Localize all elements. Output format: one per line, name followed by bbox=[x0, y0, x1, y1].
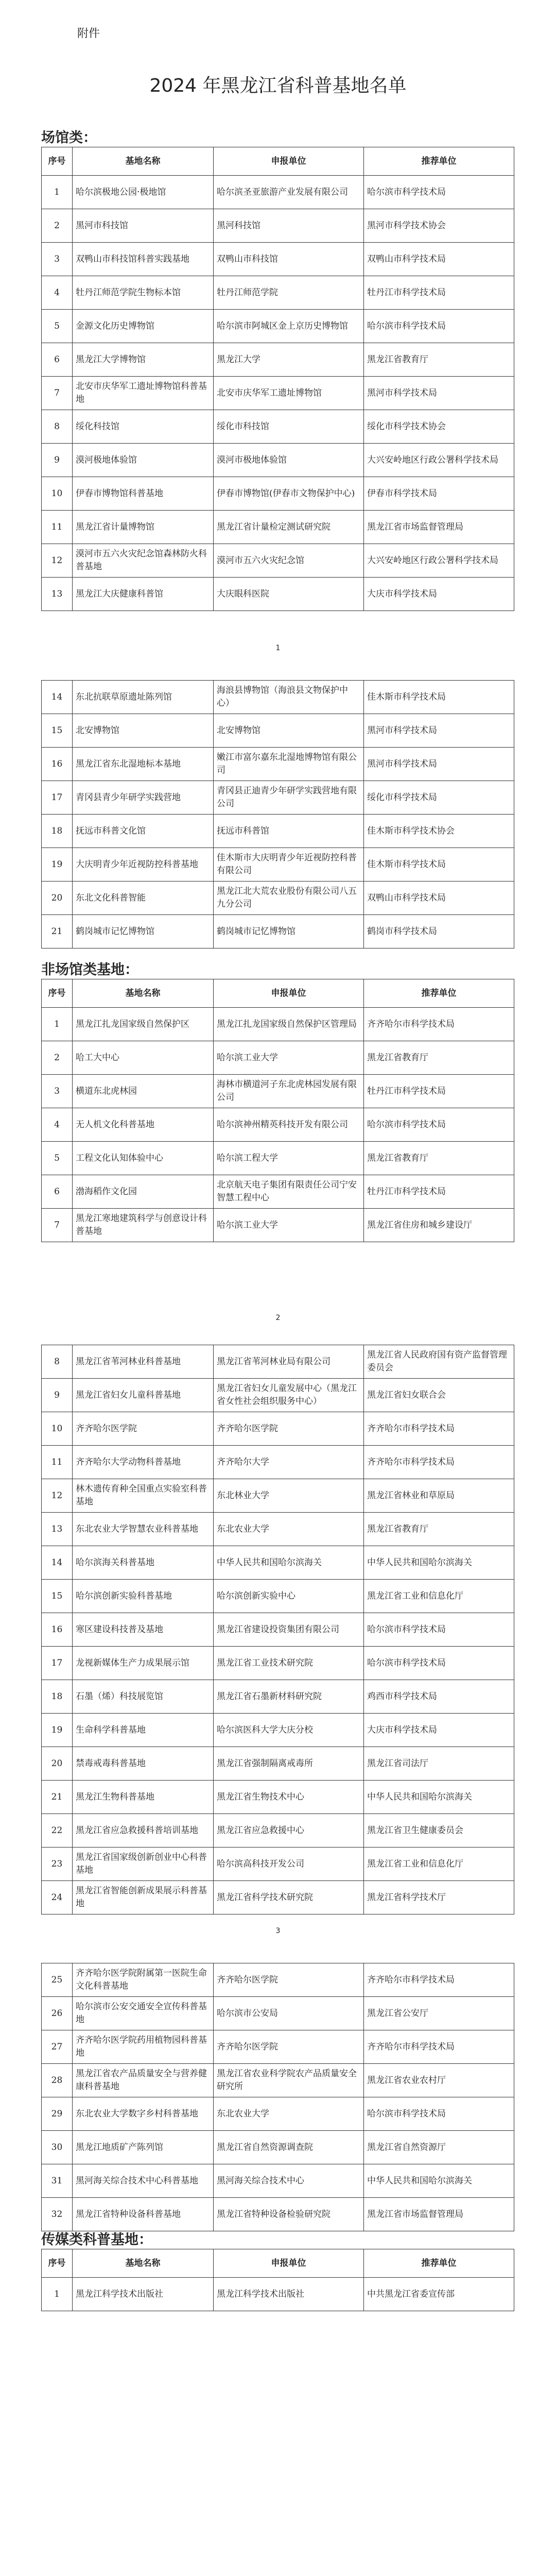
base-name-cell: 黑龙江扎龙国家级自然保护区 bbox=[73, 1008, 214, 1041]
seq-cell: 13 bbox=[42, 578, 73, 611]
base-name-cell: 哈尔滨海关科普基地 bbox=[73, 1546, 214, 1580]
applicant-cell: 齐齐哈尔医学院 bbox=[214, 1412, 364, 1446]
table-row bbox=[42, 1041, 514, 1075]
table-row bbox=[42, 343, 514, 377]
seq-cell: 7 bbox=[42, 1209, 73, 1242]
base-name-cell: 黑龙江科学技术出版社 bbox=[73, 2278, 214, 2311]
seq-cell: 1 bbox=[42, 176, 73, 209]
seq-cell: 24 bbox=[42, 1881, 73, 1914]
recommender-cell: 中共黑龙江省委宣传部 bbox=[364, 2278, 514, 2311]
recommender-cell: 黑龙江省工业和信息化厅 bbox=[364, 1848, 514, 1881]
base-name-cell: 哈尔滨创新实验科普基地 bbox=[73, 1580, 214, 1613]
applicant-cell: 哈尔滨高科技开发公司 bbox=[214, 1848, 364, 1881]
table-row bbox=[42, 1613, 514, 1647]
base-name-cell: 黑龙江省苇河林业科普基地 bbox=[73, 1345, 214, 1379]
applicant-cell: 齐齐哈尔大学 bbox=[214, 1446, 364, 1479]
seq-cell: 32 bbox=[42, 2198, 73, 2231]
column-header: 基地名称 bbox=[73, 2249, 214, 2278]
table-header-row bbox=[42, 979, 514, 1008]
recommender-cell: 黑龙江省市场监督管理局 bbox=[364, 511, 514, 544]
recommender-cell: 黑龙江省自然资源厅 bbox=[364, 2131, 514, 2164]
applicant-cell: 伊春市博物馆(伊春市文物保护中心) bbox=[214, 477, 364, 511]
table-row bbox=[42, 1546, 514, 1580]
base-name-cell: 林木遗传育种全国重点实验室科普基地 bbox=[73, 1479, 214, 1513]
applicant-cell: 北安博物馆 bbox=[214, 714, 364, 748]
table-row bbox=[42, 1580, 514, 1613]
base-name-cell: 北安博物馆 bbox=[73, 714, 214, 748]
recommender-cell: 中华人民共和国哈尔滨海关 bbox=[364, 2164, 514, 2198]
table-row bbox=[42, 1997, 514, 2030]
table-row bbox=[42, 1345, 514, 1379]
seq-cell: 16 bbox=[42, 1613, 73, 1647]
seq-cell: 12 bbox=[42, 544, 73, 578]
seq-cell: 21 bbox=[42, 1781, 73, 1814]
applicant-cell: 牡丹江师范学院 bbox=[214, 276, 364, 310]
recommender-cell: 黑龙江省司法厅 bbox=[364, 1747, 514, 1781]
recommender-cell: 伊春市科学技术局 bbox=[364, 477, 514, 511]
table-header-row bbox=[42, 2249, 514, 2278]
seq-cell: 10 bbox=[42, 1412, 73, 1446]
applicant-cell: 哈尔滨工程大学 bbox=[214, 1142, 364, 1175]
recommender-cell: 哈尔滨市科学技术局 bbox=[364, 2097, 514, 2131]
table-row bbox=[42, 2064, 514, 2097]
base-name-cell: 齐齐哈尔医学院 bbox=[73, 1412, 214, 1446]
base-name-cell: 东北抗联草原遗址陈列馆 bbox=[73, 681, 214, 714]
base-name-cell: 黑河市科技馆 bbox=[73, 209, 214, 243]
recommender-cell: 绥化市科学技术局 bbox=[364, 781, 514, 815]
applicant-cell: 北京航天电子集团有限责任公司宁安智慧工程中心 bbox=[214, 1175, 364, 1209]
base-name-cell: 黑龙江地质矿产陈列馆 bbox=[73, 2131, 214, 2164]
applicant-cell: 黑龙江省计量检定测试研究院 bbox=[214, 511, 364, 544]
base-name-cell: 哈尔滨极地公园·极地馆 bbox=[73, 176, 214, 209]
table-row bbox=[42, 2097, 514, 2131]
table-row bbox=[42, 748, 514, 781]
seq-cell: 17 bbox=[42, 781, 73, 815]
applicant-cell: 黑龙江省特种设备检验研究院 bbox=[214, 2198, 364, 2231]
applicant-cell: 青冈县正迪青少年研学实践营地有限公司 bbox=[214, 781, 364, 815]
seq-cell: 29 bbox=[42, 2097, 73, 2131]
applicant-cell: 漠河市五六火灾纪念馆 bbox=[214, 544, 364, 578]
base-name-cell: 黑龙江生物科普基地 bbox=[73, 1781, 214, 1814]
seq-cell: 7 bbox=[42, 377, 73, 410]
table-row bbox=[42, 1781, 514, 1814]
category-media: 传媒类科普基地： bbox=[41, 2232, 152, 2248]
base-name-cell: 黑龙江省农产品质量安全与营养健康科普基地 bbox=[73, 2064, 214, 2097]
table-row bbox=[42, 511, 514, 544]
applicant-cell: 哈尔滨圣亚旅游产业发展有限公司 bbox=[214, 176, 364, 209]
base-name-cell: 抚远市科普文化馆 bbox=[73, 815, 214, 848]
seq-cell: 19 bbox=[42, 1714, 73, 1747]
base-name-cell: 漠河市五六火灾纪念馆森林防火科普基地 bbox=[73, 544, 214, 578]
base-name-cell: 黑龙江大学博物馆 bbox=[73, 343, 214, 377]
base-name-cell: 哈尔滨市公安交通安全宣传科普基地 bbox=[73, 1997, 214, 2030]
base-name-cell: 齐齐哈尔医学院药用植物园科普基地 bbox=[73, 2030, 214, 2064]
table-row bbox=[42, 276, 514, 310]
seq-cell: 6 bbox=[42, 1175, 73, 1209]
recommender-cell: 黑龙江省教育厅 bbox=[364, 1142, 514, 1175]
base-name-cell: 东北农业大学数字乡村科普基地 bbox=[73, 2097, 214, 2131]
base-name-cell: 大庆明青少年近视防控科普基地 bbox=[73, 848, 214, 882]
table-row bbox=[42, 2164, 514, 2198]
base-name-cell: 工程文化认知体验中心 bbox=[73, 1142, 214, 1175]
seq-cell: 19 bbox=[42, 848, 73, 882]
base-name-cell: 石墨（烯）科技展览馆 bbox=[73, 1680, 214, 1714]
recommender-cell: 大庆市科学技术局 bbox=[364, 1714, 514, 1747]
seq-cell: 28 bbox=[42, 2064, 73, 2097]
column-header: 推荐单位 bbox=[364, 979, 514, 1008]
page-number: 2 bbox=[275, 1314, 281, 1322]
base-name-cell: 绥化科技馆 bbox=[73, 410, 214, 444]
recommender-cell: 哈尔滨市科学技术局 bbox=[364, 1647, 514, 1680]
applicant-cell: 黑龙江科学技术出版社 bbox=[214, 2278, 364, 2311]
recommender-cell: 黑龙江省农业农村厅 bbox=[364, 2064, 514, 2097]
base-name-cell: 东北文化科普智能 bbox=[73, 882, 214, 915]
applicant-cell: 黑龙江大学 bbox=[214, 343, 364, 377]
recommender-cell: 大兴安岭地区行政公署科学技术局 bbox=[364, 444, 514, 477]
seq-cell: 3 bbox=[42, 243, 73, 276]
base-name-cell: 黑龙江寒地建筑科学与创意设计科普基地 bbox=[73, 1209, 214, 1242]
recommender-cell: 黑河市科学技术局 bbox=[364, 714, 514, 748]
seq-cell: 11 bbox=[42, 511, 73, 544]
applicant-cell: 黑龙江省生物技术中心 bbox=[214, 1781, 364, 1814]
table-row bbox=[42, 444, 514, 477]
table-row bbox=[42, 477, 514, 511]
table-row bbox=[42, 1513, 514, 1546]
table-row bbox=[42, 915, 514, 948]
table-row bbox=[42, 681, 514, 714]
base-name-cell: 双鸭山市科技馆科普实践基地 bbox=[73, 243, 214, 276]
base-name-cell: 鹤岗城市记忆博物馆 bbox=[73, 915, 214, 948]
column-header: 序号 bbox=[42, 147, 73, 176]
base-name-cell: 黑龙江省妇女儿童科普基地 bbox=[73, 1379, 214, 1412]
recommender-cell: 黑龙江省卫生健康委员会 bbox=[364, 1814, 514, 1848]
base-name-cell: 黑龙江省国家级创新创业中心科普基地 bbox=[73, 1848, 214, 1881]
recommender-cell: 黑河市科学技术局 bbox=[364, 377, 514, 410]
recommender-cell: 中华人民共和国哈尔滨海关 bbox=[364, 1546, 514, 1580]
seq-cell: 31 bbox=[42, 2164, 73, 2198]
applicant-cell: 黑龙江省农业科学院农产品质量安全研究所 bbox=[214, 2064, 364, 2097]
recommender-cell: 齐齐哈尔市科学技术局 bbox=[364, 1446, 514, 1479]
recommender-cell: 黑河市科学技术协会 bbox=[364, 209, 514, 243]
recommender-cell: 黑河市科学技术局 bbox=[364, 748, 514, 781]
table-row bbox=[42, 2131, 514, 2164]
seq-cell: 16 bbox=[42, 748, 73, 781]
base-name-cell: 渤海稻作文化园 bbox=[73, 1175, 214, 1209]
base-name-cell: 横道东北虎林园 bbox=[73, 1075, 214, 1108]
seq-cell: 2 bbox=[42, 1041, 73, 1075]
recommender-cell: 黑龙江省教育厅 bbox=[364, 1041, 514, 1075]
applicant-cell: 哈尔滨工业大学 bbox=[214, 1209, 364, 1242]
recommender-cell: 佳木斯市科学技术局 bbox=[364, 681, 514, 714]
seq-cell: 15 bbox=[42, 714, 73, 748]
applicant-cell: 东北农业大学 bbox=[214, 2097, 364, 2131]
seq-cell: 12 bbox=[42, 1479, 73, 1513]
recommender-cell: 哈尔滨市科学技术局 bbox=[364, 176, 514, 209]
applicant-cell: 漠河市极地体验馆 bbox=[214, 444, 364, 477]
table-row bbox=[42, 1814, 514, 1848]
seq-cell: 1 bbox=[42, 2278, 73, 2311]
seq-cell: 27 bbox=[42, 2030, 73, 2064]
seq-cell: 18 bbox=[42, 1680, 73, 1714]
table-row bbox=[42, 781, 514, 815]
recommender-cell: 齐齐哈尔市科学技术局 bbox=[364, 1963, 514, 1997]
base-name-cell: 牡丹江师范学院生物标本馆 bbox=[73, 276, 214, 310]
seq-cell: 8 bbox=[42, 1345, 73, 1379]
base-name-cell: 青冈县青少年研学实践营地 bbox=[73, 781, 214, 815]
table-row bbox=[42, 1412, 514, 1446]
applicant-cell: 海浪县博物馆（海浪县文物保护中心） bbox=[214, 681, 364, 714]
table-row bbox=[42, 1848, 514, 1881]
base-name-cell: 黑龙江大庆健康科普馆 bbox=[73, 578, 214, 611]
applicant-cell: 黑龙江省强制隔离戒毒所 bbox=[214, 1747, 364, 1781]
seq-cell: 6 bbox=[42, 343, 73, 377]
applicant-cell: 黑龙江省应急救援中心 bbox=[214, 1814, 364, 1848]
applicant-cell: 哈尔滨医科大学大庆分校 bbox=[214, 1714, 364, 1747]
applicant-cell: 抚远市科普馆 bbox=[214, 815, 364, 848]
seq-cell: 10 bbox=[42, 477, 73, 511]
table-row bbox=[42, 243, 514, 276]
column-header: 申报单位 bbox=[214, 147, 364, 176]
recommender-cell: 大庆市科学技术局 bbox=[364, 578, 514, 611]
media-table bbox=[41, 2249, 514, 2311]
applicant-cell: 黑龙江省石墨新材料研究院 bbox=[214, 1680, 364, 1714]
base-name-cell: 金源文化历史博物馆 bbox=[73, 310, 214, 343]
recommender-cell: 双鸭山市科学技术局 bbox=[364, 243, 514, 276]
column-header: 基地名称 bbox=[73, 147, 214, 176]
table-row bbox=[42, 1446, 514, 1479]
seq-cell: 3 bbox=[42, 1075, 73, 1108]
seq-cell: 1 bbox=[42, 1008, 73, 1041]
table-row bbox=[42, 2198, 514, 2231]
recommender-cell: 牡丹江市科学技术局 bbox=[364, 1075, 514, 1108]
seq-cell: 20 bbox=[42, 882, 73, 915]
applicant-cell: 黑河海关综合技术中心 bbox=[214, 2164, 364, 2198]
applicant-cell: 黑龙江省科学技术研究院 bbox=[214, 1881, 364, 1914]
applicant-cell: 黑龙江省自然资源调查院 bbox=[214, 2131, 364, 2164]
table-row bbox=[42, 544, 514, 578]
table-row bbox=[42, 2030, 514, 2064]
table-row bbox=[42, 377, 514, 410]
seq-cell: 17 bbox=[42, 1647, 73, 1680]
table-row bbox=[42, 1747, 514, 1781]
nonvenue-table-page2 bbox=[41, 979, 514, 1242]
venue-table-page1 bbox=[41, 147, 514, 611]
base-name-cell: 黑龙江省特种设备科普基地 bbox=[73, 2198, 214, 2231]
table-row bbox=[42, 410, 514, 444]
recommender-cell: 哈尔滨市科学技术局 bbox=[364, 310, 514, 343]
seq-cell: 20 bbox=[42, 1747, 73, 1781]
column-header: 序号 bbox=[42, 979, 73, 1008]
applicant-cell: 哈尔滨市公安局 bbox=[214, 1997, 364, 2030]
recommender-cell: 佳木斯市科学技术局 bbox=[364, 848, 514, 882]
annex-label: 附件 bbox=[77, 27, 100, 40]
seq-cell: 13 bbox=[42, 1513, 73, 1546]
applicant-cell: 黑龙江省苇河林业局有限公司 bbox=[214, 1345, 364, 1379]
table-row bbox=[42, 1175, 514, 1209]
recommender-cell: 黑龙江省妇女联合会 bbox=[364, 1379, 514, 1412]
seq-cell: 30 bbox=[42, 2131, 73, 2164]
applicant-cell: 东北农业大学 bbox=[214, 1513, 364, 1546]
table-row bbox=[42, 1379, 514, 1412]
seq-cell: 18 bbox=[42, 815, 73, 848]
recommender-cell: 佳木斯市科学技术协会 bbox=[364, 815, 514, 848]
base-name-cell: 齐齐哈尔医学院附属第一医院生命文化科普基地 bbox=[73, 1963, 214, 1997]
seq-cell: 26 bbox=[42, 1997, 73, 2030]
column-header: 序号 bbox=[42, 2249, 73, 2278]
recommender-cell: 哈尔滨市科学技术局 bbox=[364, 1613, 514, 1647]
table-row bbox=[42, 815, 514, 848]
base-name-cell: 东北农业大学智慧农业科普基地 bbox=[73, 1513, 214, 1546]
column-header: 申报单位 bbox=[214, 2249, 364, 2278]
applicant-cell: 哈尔滨神州精英科技开发有限公司 bbox=[214, 1108, 364, 1142]
recommender-cell: 黑龙江省科学技术厅 bbox=[364, 1881, 514, 1914]
seq-cell: 15 bbox=[42, 1580, 73, 1613]
base-name-cell: 伊春市博物馆科普基地 bbox=[73, 477, 214, 511]
applicant-cell: 黑龙江扎龙国家级自然保护区管理局 bbox=[214, 1008, 364, 1041]
table-row bbox=[42, 1680, 514, 1714]
recommender-cell: 绥化市科学技术协会 bbox=[364, 410, 514, 444]
applicant-cell: 齐齐哈尔医学院 bbox=[214, 2030, 364, 2064]
recommender-cell: 鹤岗市科学技术局 bbox=[364, 915, 514, 948]
seq-cell: 25 bbox=[42, 1963, 73, 1997]
applicant-cell: 黑龙江省妇女儿童发展中心（黑龙江省女性社会组织服务中心） bbox=[214, 1379, 364, 1412]
applicant-cell: 哈尔滨创新实验中心 bbox=[214, 1580, 364, 1613]
base-name-cell: 北安市庆华军工遗址博物馆科普基地 bbox=[73, 377, 214, 410]
page-number: 1 bbox=[275, 644, 281, 652]
base-name-cell: 齐齐哈尔大学动物科普基地 bbox=[73, 1446, 214, 1479]
table-row bbox=[42, 1963, 514, 1997]
base-name-cell: 黑河海关综合技术中心科普基地 bbox=[73, 2164, 214, 2198]
seq-cell: 22 bbox=[42, 1814, 73, 1848]
table-row bbox=[42, 882, 514, 915]
base-name-cell: 无人机文化科普基地 bbox=[73, 1108, 214, 1142]
seq-cell: 2 bbox=[42, 209, 73, 243]
seq-cell: 5 bbox=[42, 310, 73, 343]
recommender-cell: 黑龙江省工业和信息化厅 bbox=[364, 1580, 514, 1613]
seq-cell: 5 bbox=[42, 1142, 73, 1175]
seq-cell: 4 bbox=[42, 1108, 73, 1142]
base-name-cell: 生命科学科普基地 bbox=[73, 1714, 214, 1747]
nonvenue-table-page4 bbox=[41, 1963, 514, 2231]
applicant-cell: 东北林业大学 bbox=[214, 1479, 364, 1513]
applicant-cell: 嫩江市富尔嘉东北湿地博物馆有限公司 bbox=[214, 748, 364, 781]
applicant-cell: 北安市庆华军工遗址博物馆 bbox=[214, 377, 364, 410]
applicant-cell: 绥化市科技馆 bbox=[214, 410, 364, 444]
seq-cell: 23 bbox=[42, 1848, 73, 1881]
venue-table-page2 bbox=[41, 680, 514, 948]
table-row bbox=[42, 848, 514, 882]
nonvenue-table-page3 bbox=[41, 1345, 514, 1914]
seq-cell: 4 bbox=[42, 276, 73, 310]
seq-cell: 9 bbox=[42, 1379, 73, 1412]
recommender-cell: 黑龙江省人民政府国有资产监督管理委员会 bbox=[364, 1345, 514, 1379]
base-name-cell: 黑龙江省东北湿地标本基地 bbox=[73, 748, 214, 781]
seq-cell: 14 bbox=[42, 681, 73, 714]
recommender-cell: 牡丹江市科学技术局 bbox=[364, 1175, 514, 1209]
table-header-row bbox=[42, 147, 514, 176]
recommender-cell: 中华人民共和国哈尔滨海关 bbox=[364, 1781, 514, 1814]
table-row bbox=[42, 209, 514, 243]
table-row bbox=[42, 714, 514, 748]
recommender-cell: 齐齐哈尔市科学技术局 bbox=[364, 1008, 514, 1041]
recommender-cell: 齐齐哈尔市科学技术局 bbox=[364, 2030, 514, 2064]
applicant-cell: 哈尔滨工业大学 bbox=[214, 1041, 364, 1075]
applicant-cell: 中华人民共和国哈尔滨海关 bbox=[214, 1546, 364, 1580]
table-row bbox=[42, 1008, 514, 1041]
recommender-cell: 黑龙江省教育厅 bbox=[364, 1513, 514, 1546]
applicant-cell: 黑龙江北大荒农业股份有限公司八五九分公司 bbox=[214, 882, 364, 915]
base-name-cell: 漠河极地体验馆 bbox=[73, 444, 214, 477]
applicant-cell: 鹤岗城市记忆博物馆 bbox=[214, 915, 364, 948]
recommender-cell: 鸡西市科学技术局 bbox=[364, 1680, 514, 1714]
table-row bbox=[42, 1075, 514, 1108]
base-name-cell: 黑龙江省应急救援科普培训基地 bbox=[73, 1814, 214, 1848]
table-row bbox=[42, 578, 514, 611]
applicant-cell: 哈尔滨市阿城区金上京历史博物馆 bbox=[214, 310, 364, 343]
table-row bbox=[42, 1108, 514, 1142]
base-name-cell: 龙视新媒体生产力成果展示馆 bbox=[73, 1647, 214, 1680]
page-title: 2024 年黑龙江省科普基地名单 bbox=[149, 75, 407, 96]
column-header: 推荐单位 bbox=[364, 2249, 514, 2278]
seq-cell: 14 bbox=[42, 1546, 73, 1580]
table-row bbox=[42, 176, 514, 209]
recommender-cell: 黑龙江省林业和草原局 bbox=[364, 1479, 514, 1513]
applicant-cell: 双鸭山市科技馆 bbox=[214, 243, 364, 276]
recommender-cell: 黑龙江省市场监督管理局 bbox=[364, 2198, 514, 2231]
applicant-cell: 黑河科技馆 bbox=[214, 209, 364, 243]
seq-cell: 21 bbox=[42, 915, 73, 948]
category-nonvenue: 非场馆类基地： bbox=[41, 962, 138, 978]
applicant-cell: 大庆眼科医院 bbox=[214, 578, 364, 611]
base-name-cell: 哈工大中心 bbox=[73, 1041, 214, 1075]
recommender-cell: 黑龙江省公安厅 bbox=[364, 1997, 514, 2030]
table-row bbox=[42, 1142, 514, 1175]
table-row bbox=[42, 1714, 514, 1747]
recommender-cell: 大兴安岭地区行政公署科学技术局 bbox=[364, 544, 514, 578]
seq-cell: 11 bbox=[42, 1446, 73, 1479]
table-row bbox=[42, 1881, 514, 1914]
base-name-cell: 黑龙江省智能创新成果展示科普基地 bbox=[73, 1881, 214, 1914]
seq-cell: 9 bbox=[42, 444, 73, 477]
table-row bbox=[42, 1209, 514, 1242]
applicant-cell: 齐齐哈尔医学院 bbox=[214, 1963, 364, 1997]
table-row bbox=[42, 1479, 514, 1513]
recommender-cell: 哈尔滨市科学技术局 bbox=[364, 1108, 514, 1142]
applicant-cell: 黑龙江省工业技术研究院 bbox=[214, 1647, 364, 1680]
base-name-cell: 寒区建设科技普及基地 bbox=[73, 1613, 214, 1647]
applicant-cell: 黑龙江省建设投资集团有限公司 bbox=[214, 1613, 364, 1647]
applicant-cell: 海林市横道河子东北虎林园发展有限公司 bbox=[214, 1075, 364, 1108]
seq-cell: 8 bbox=[42, 410, 73, 444]
recommender-cell: 黑龙江省住房和城乡建设厅 bbox=[364, 1209, 514, 1242]
column-header: 基地名称 bbox=[73, 979, 214, 1008]
page-number: 3 bbox=[275, 1927, 281, 1935]
table-row bbox=[42, 2278, 514, 2311]
applicant-cell: 佳木斯市大庆明青少年近视防控科普有限公司 bbox=[214, 848, 364, 882]
table-row bbox=[42, 1647, 514, 1680]
recommender-cell: 齐齐哈尔市科学技术局 bbox=[364, 1412, 514, 1446]
column-header: 申报单位 bbox=[214, 979, 364, 1008]
recommender-cell: 黑龙江省教育厅 bbox=[364, 343, 514, 377]
table-row bbox=[42, 310, 514, 343]
category-venue: 场馆类： bbox=[41, 130, 97, 146]
column-header: 推荐单位 bbox=[364, 147, 514, 176]
recommender-cell: 牡丹江市科学技术局 bbox=[364, 276, 514, 310]
recommender-cell: 双鸭山市科学技术局 bbox=[364, 882, 514, 915]
base-name-cell: 禁毒戒毒科普基地 bbox=[73, 1747, 214, 1781]
base-name-cell: 黑龙江省计量博物馆 bbox=[73, 511, 214, 544]
